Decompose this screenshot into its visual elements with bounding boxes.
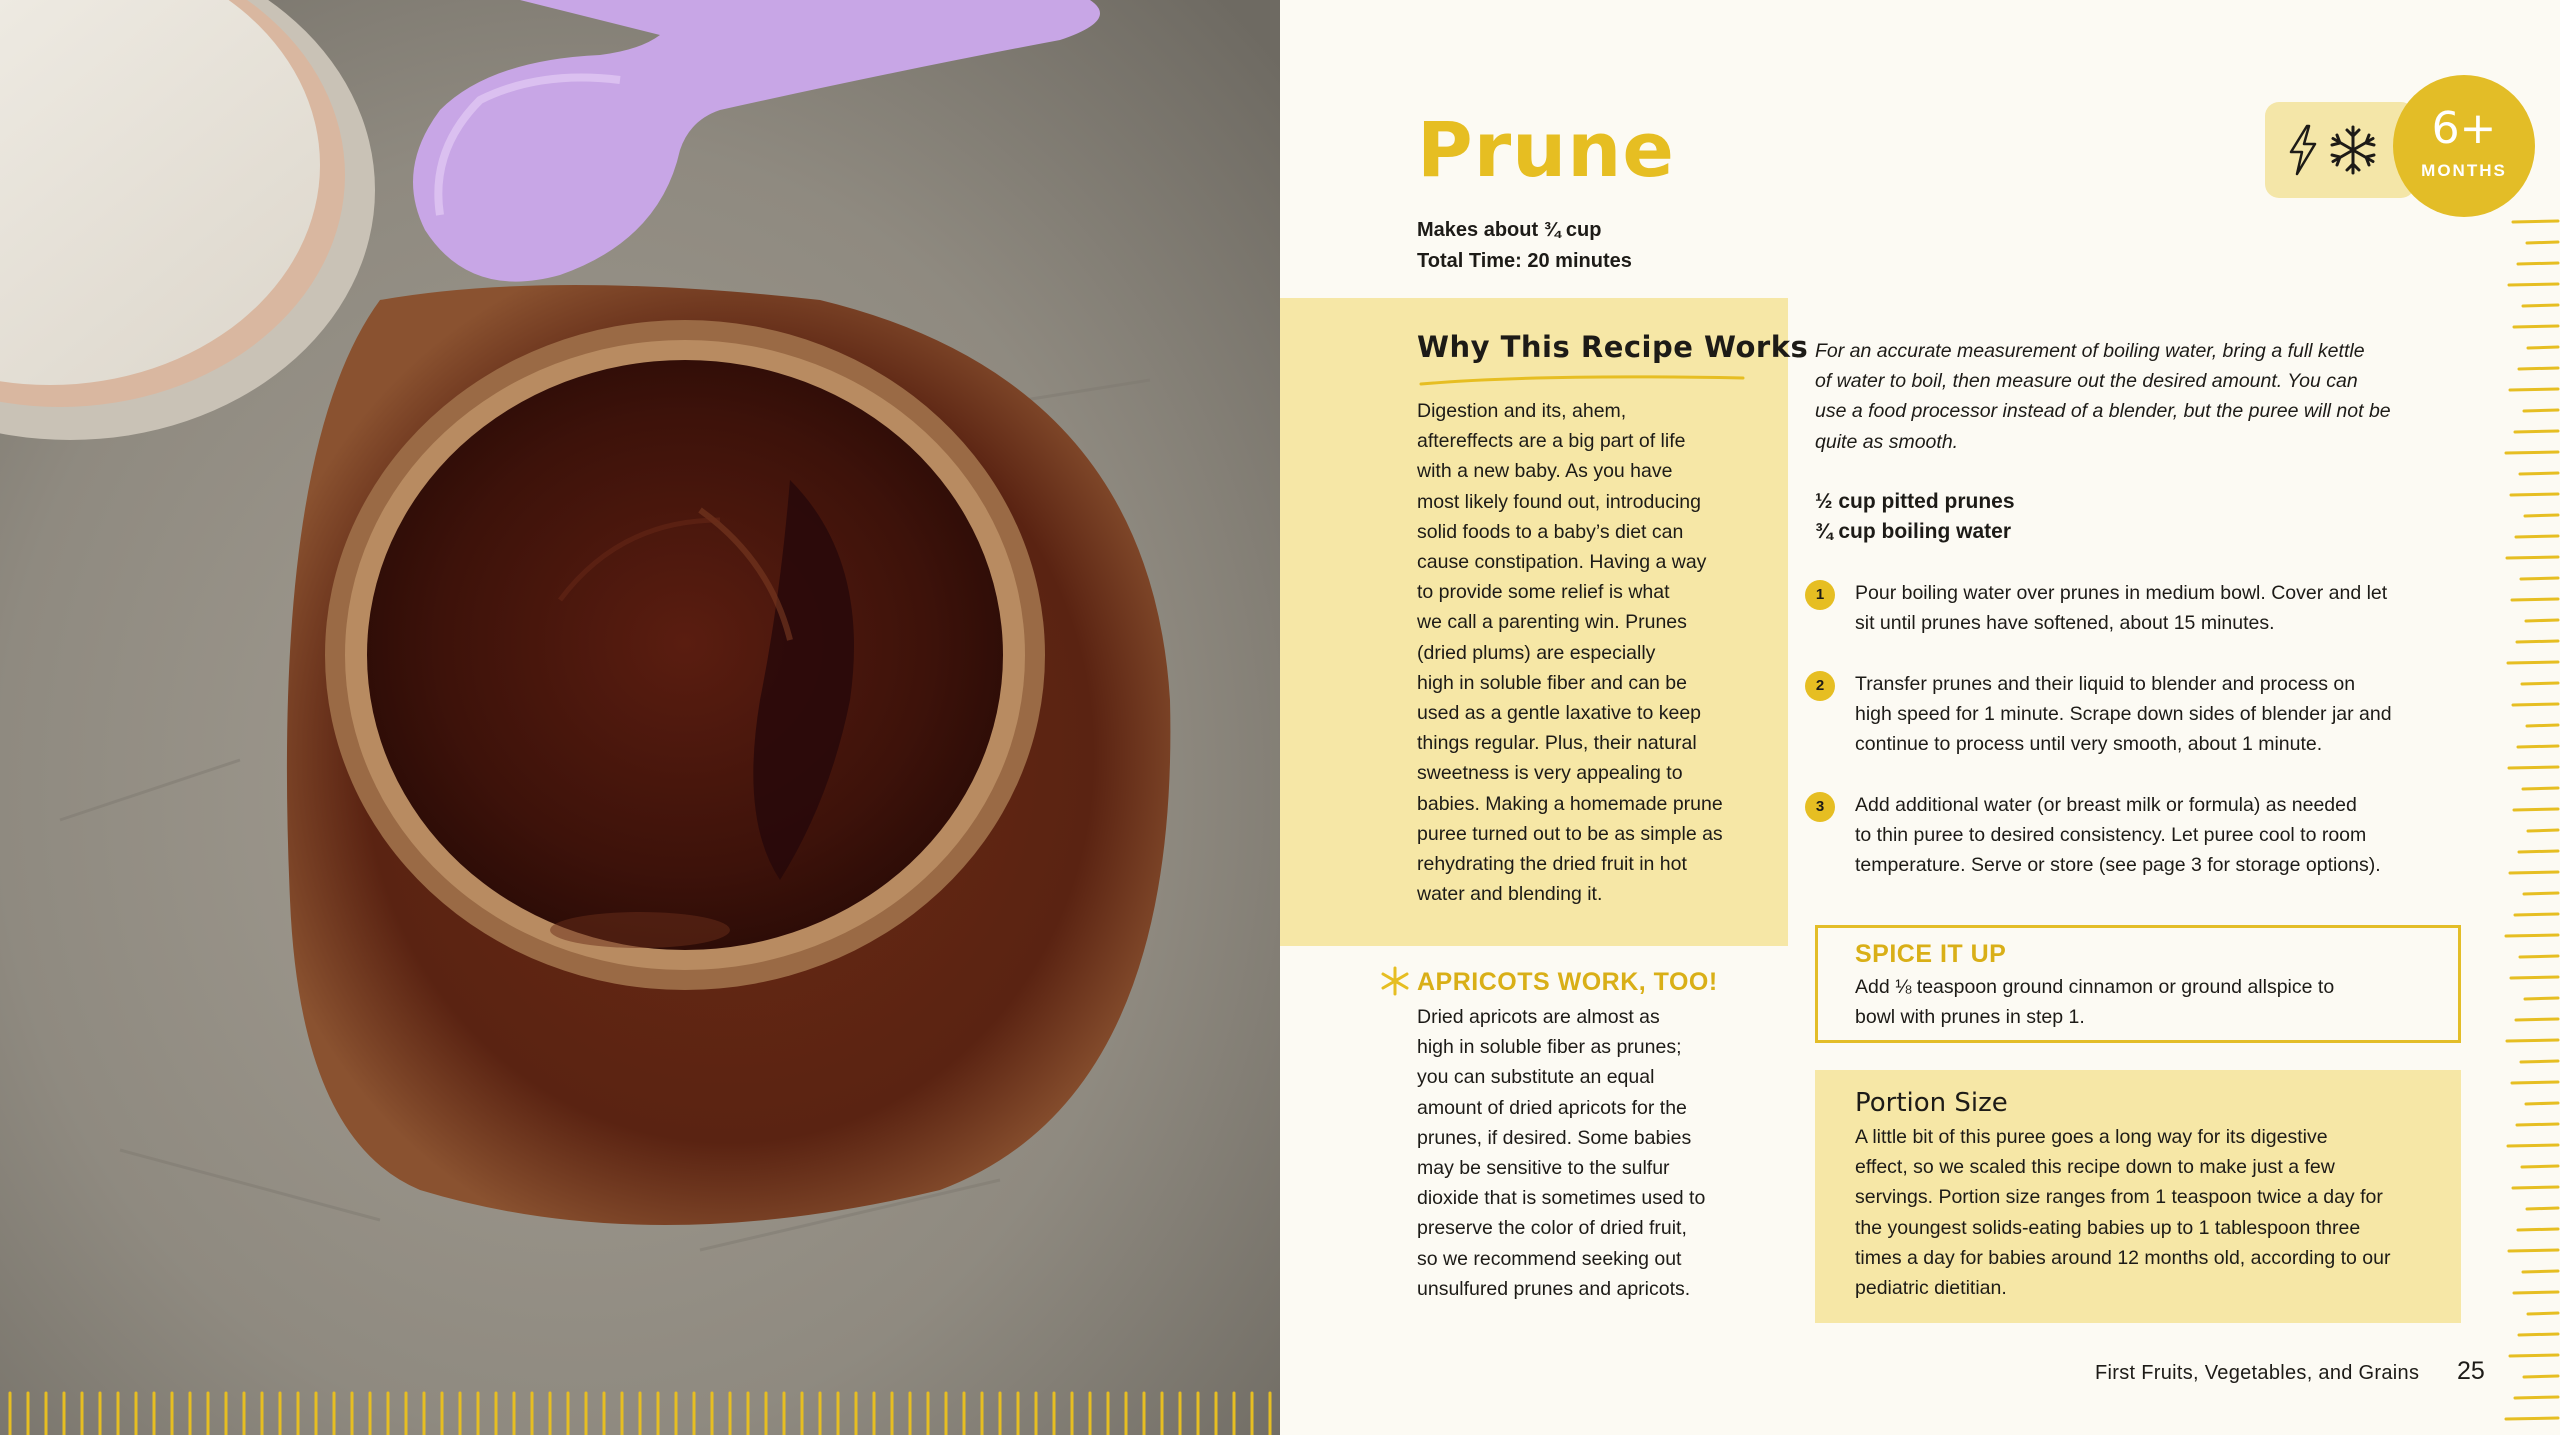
why-line: babies. Making a homemade prune [1417, 792, 1723, 815]
why-line: solid foods to a baby’s diet can [1417, 520, 1684, 543]
tick-mark [2519, 1334, 2558, 1335]
tick-mark [2521, 578, 2558, 579]
portion-line: the youngest solids-eating babies up to 1 tablespoon three [1855, 1216, 2361, 1239]
tick-mark [2518, 746, 2558, 747]
tick-mark [2510, 872, 2558, 873]
step-line: Transfer prunes and their liquid to blender and process on [1855, 673, 2356, 695]
recipe-meta [1417, 215, 1632, 277]
step-line: continue to process until very smooth, about 1 minute. [1855, 733, 2323, 756]
tick-mark [2517, 1124, 2558, 1125]
apricots-line: so we recommend seeking out [1417, 1247, 1682, 1270]
step-text [1855, 578, 2465, 638]
tick-mark [2518, 1229, 2558, 1230]
tick-mark [2513, 1187, 2558, 1188]
lightning-icon [2285, 124, 2321, 176]
spice-line: Add ⅛ teaspoon ground cinnamon or ground allspice to [1855, 976, 2335, 998]
apricots-line: high in soluble fiber as prunes; [1417, 1036, 1682, 1059]
tick-mark [2507, 1040, 2558, 1041]
tick-mark [2523, 788, 2558, 789]
step-line: high speed for 1 minute. Scrape down sides of blender jar and [1855, 703, 2392, 726]
age-unit: MONTHS [2421, 161, 2507, 180]
step-text [1855, 790, 2465, 881]
portion-line: servings. Portion size ranges from 1 teaspoon twice a day for [1855, 1186, 2383, 1209]
step-number: 1 [1805, 580, 1835, 610]
tick-mark [2510, 389, 2558, 390]
tick-mark [2508, 662, 2558, 663]
tick-mark [2514, 1292, 2558, 1293]
tick-mark [2513, 221, 2558, 222]
why-body [1417, 396, 1747, 909]
ingredient-item: ½ cup pitted prunes [1815, 490, 2015, 513]
recipe-title: Prune [1417, 105, 1675, 194]
tick-mark [2526, 620, 2558, 621]
intro-line: of water to boil, then measure out the desired amount. You can [1815, 370, 2358, 393]
tick-mark [2528, 347, 2558, 348]
decorative-tick-marks [2500, 210, 2560, 1435]
spice-line: bowl with prunes in step 1. [1855, 1006, 2085, 1029]
tick-mark [2511, 494, 2558, 495]
step-line: to thin puree to desired consistency. Let puree cool to room [1855, 824, 2367, 847]
tick-mark [2507, 557, 2558, 558]
age-number: 6+ [2431, 103, 2497, 154]
apricots-line: amount of dried apricots for the [1417, 1096, 1687, 1119]
apricots-body [1417, 1002, 1747, 1304]
intro-note [1815, 336, 2465, 457]
portion-body [1855, 1122, 2445, 1303]
spice-body [1855, 972, 2435, 1032]
why-line: to provide some relief is what [1417, 581, 1670, 604]
tick-mark [2519, 851, 2558, 852]
apricots-line: Dried apricots are almost as [1417, 1006, 1660, 1028]
portion-line: times a day for babies around 12 months old, according to our [1855, 1246, 2391, 1269]
apricots-line: you can substitute an equal [1417, 1066, 1655, 1089]
footer-section: First Fruits, Vegetables, and Grains [2095, 1362, 2420, 1384]
tick-mark [2525, 998, 2558, 999]
why-line: high in soluble fiber and can be [1417, 671, 1687, 694]
tick-mark [2509, 284, 2558, 285]
tick-mark [2514, 326, 2558, 327]
tick-mark [2527, 725, 2558, 726]
tick-mark [2506, 1418, 2558, 1419]
tick-mark [2511, 977, 2558, 978]
tick-mark [2528, 830, 2558, 831]
total-time: Total Time: 20 minutes [1417, 250, 1632, 272]
tick-mark [2524, 893, 2558, 894]
portion-title: Portion Size [1855, 1088, 2008, 1118]
tick-mark [2523, 305, 2558, 306]
asterisk-icon [1380, 966, 1410, 996]
tick-mark [2526, 1103, 2558, 1104]
tick-mark [2516, 1019, 2558, 1020]
step-line: Add additional water (or breast milk or formula) as needed [1855, 794, 2357, 816]
step-text [1855, 669, 2465, 760]
tick-mark [2519, 368, 2558, 369]
tick-mark [2524, 1376, 2558, 1377]
tick-mark [2522, 683, 2558, 684]
why-line: (dried plums) are especially [1417, 641, 1656, 664]
intro-line: For an accurate measurement of boiling water, bring a full kettle [1815, 340, 2365, 362]
tick-mark [2510, 1355, 2558, 1356]
tick-mark [2520, 956, 2558, 957]
tick-mark [2528, 1313, 2558, 1314]
why-line: cause constipation. Having a way [1417, 551, 1707, 574]
portion-line: A little bit of this puree goes a long way for its digestive [1855, 1126, 2328, 1148]
apricots-title: APRICOTS WORK, TOO! [1417, 968, 1718, 996]
snowflake-icon [2327, 124, 2379, 176]
tick-mark [2521, 1061, 2558, 1062]
tick-mark [2522, 1166, 2558, 1167]
step-line: temperature. Serve or store (see page 3 for storage options). [1855, 854, 2381, 877]
why-line: puree turned out to be as simple as [1417, 822, 1723, 845]
spice-title: SPICE IT UP [1855, 940, 2007, 968]
why-line: most likely found out, introducing [1417, 490, 1701, 513]
intro-line: use a food processor instead of a blender, but the puree will not be [1815, 400, 2391, 423]
tick-mark [2508, 1145, 2558, 1146]
step-line: Pour boiling water over prunes in medium bowl. Cover and let [1855, 582, 2388, 604]
step-line: sit until prunes have softened, about 15 minutes. [1855, 612, 2275, 635]
step-number: 3 [1805, 792, 1835, 822]
tick-mark [2525, 515, 2558, 516]
tick-mark [2524, 410, 2558, 411]
apricots-line: unsulfured prunes and apricots. [1417, 1277, 1691, 1300]
title-underline [1417, 372, 1747, 388]
why-line: sweetness is very appealing to [1417, 762, 1683, 785]
why-line: with a new baby. As you have [1417, 460, 1673, 483]
tick-mark [2527, 242, 2558, 243]
tick-mark [2506, 452, 2558, 453]
apricots-line: dioxide that is sometimes used to [1417, 1187, 1706, 1210]
recipe-page [1280, 0, 2560, 1435]
tick-mark [2516, 536, 2558, 537]
why-line: rehydrating the dried fruit in hot [1417, 853, 1687, 876]
tick-mark [2509, 767, 2558, 768]
why-line: Digestion and its, ahem, [1417, 400, 1627, 422]
portion-line: effect, so we scaled this recipe down to make just a few [1855, 1156, 2335, 1179]
tick-mark [2515, 1397, 2558, 1398]
tick-mark [2517, 641, 2558, 642]
tick-mark [2515, 431, 2558, 432]
tick-mark [2523, 1271, 2558, 1272]
tick-mark [2518, 263, 2558, 264]
ingredients-list [1815, 487, 2015, 547]
tick-mark [2514, 809, 2558, 810]
bottom-tick-marks [0, 1375, 1280, 1435]
tick-mark [2512, 1082, 2558, 1083]
tick-mark [2513, 704, 2558, 705]
why-line: we call a parenting win. Prunes [1417, 611, 1687, 634]
tick-mark [2509, 1250, 2558, 1251]
intro-line: quite as smooth. [1815, 430, 1959, 453]
tick-mark [2515, 914, 2558, 915]
page-number: 25 [2457, 1357, 2485, 1385]
ingredient-item: ¾ cup boiling water [1815, 520, 2012, 543]
apricots-line: preserve the color of dried fruit, [1417, 1217, 1687, 1240]
tick-mark [2527, 1208, 2558, 1209]
step-number: 2 [1805, 671, 1835, 701]
tick-mark [2520, 473, 2558, 474]
why-line: water and blending it. [1417, 883, 1603, 906]
why-line: things regular. Plus, their natural [1417, 732, 1697, 755]
why-line: aftereffects are a big part of life [1417, 430, 1686, 453]
tick-mark [2506, 935, 2558, 936]
why-line: used as a gentle laxative to keep [1417, 702, 1702, 725]
portion-line: pediatric dietitian. [1855, 1277, 2007, 1300]
apricots-line: prunes, if desired. Some babies [1417, 1126, 1692, 1149]
why-title: Why This Recipe Works [1417, 330, 1809, 364]
makes-amount: Makes about ¾ cup [1417, 219, 1602, 241]
age-badge [2393, 75, 2535, 217]
apricots-line: may be sensitive to the sulfur [1417, 1157, 1670, 1180]
tick-mark [2512, 599, 2558, 600]
